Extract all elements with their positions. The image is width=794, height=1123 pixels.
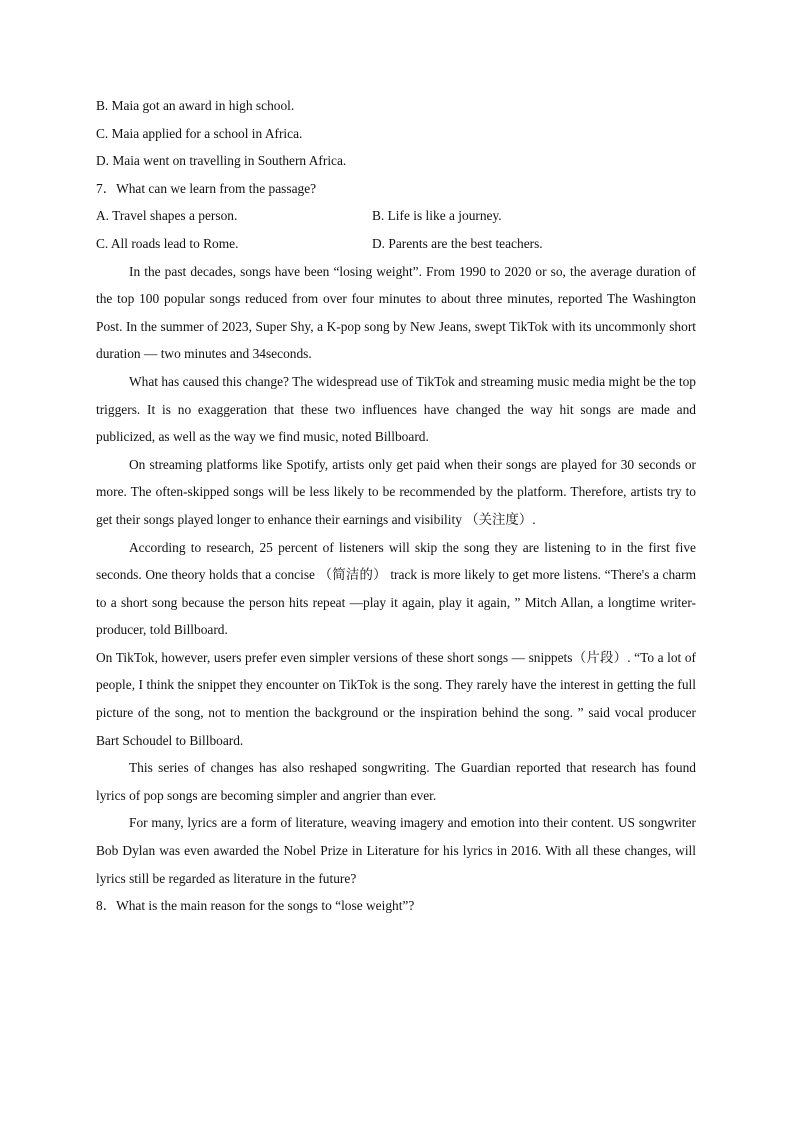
passage-paragraph-4: According to research, 25 percent of listeners will skip the song they are listening to in the first five seconds. One theory holds that a concise （简洁的） track is more likely to get more listens. “There's a charm to a short song because the person hits repeat —play it again, play it again, ” Mitch Allan, a longtime writer-producer, told Billboard. [96, 539, 696, 638]
q6-option-b: B. Maia got an award in high school. [96, 98, 295, 113]
passage-paragraph-3: On streaming platforms like Spotify, artists only get paid when their songs are played for 30 seconds or more. The often-skipped songs will be less likely to be recommended by the platform. Therefore, artists try to get their songs played longer to enhance their earnings and visibility （关注度）. [96, 456, 696, 527]
passage-paragraph-6: This series of changes has also reshaped songwriting. The Guardian reported that research has found lyrics of pop songs are becoming simpler and angrier than ever. [96, 760, 696, 803]
q7-options-row-2 [96, 230, 696, 258]
q6-option-d: D. Maia went on travelling in Southern Africa. [96, 153, 347, 169]
passage-paragraph-7: For many, lyrics are a form of literature, weaving imagery and emotion into their content. US songwriter Bob Dylan was even awarded the Nobel Prize in Literature for his lyrics in 2016. With all these changes, will lyrics still be regarded as literature in the future? [96, 815, 696, 886]
q8-question: 8．What is the main reason for the songs to “lose weight”? [96, 898, 415, 914]
q7-options-row-1 [96, 202, 696, 230]
exam-page [96, 92, 696, 920]
q7-option-a: A. Travel shapes a person. [96, 208, 238, 224]
passage-paragraph-1: In the past decades, songs have been “losing weight”. From 1990 to 2020 or so, the average duration of the top 100 popular songs reduced from over four minutes to about three minutes, reported The Washington Post. In the summer of 2023, Super Shy, a K-pop song by New Jeans, swept TikTok with its uncommonly short duration — two minutes and 34seconds. [96, 263, 696, 362]
passage-paragraph-5: On TikTok, however, users prefer even simpler versions of these short songs — snippets（片段）. “To a lot of people, I think the snippet they encounter on TikTok is the song. They rarely have the interest in getting the full picture of the song, not to mention the background or the inspiration behind the song. ” said vocal producer Bart Schoudel to Billboard. [96, 649, 696, 748]
q7-option-d: D. Parents are the best teachers. [372, 235, 543, 251]
q7-question: 7．What can we learn from the passage? [96, 180, 317, 196]
q7-option-c: C. All roads lead to Rome. [96, 235, 239, 251]
passage-paragraph-2: What has caused this change? The widespread use of TikTok and streaming music media might be the top triggers. It is no exaggeration that these two influences have changed the way hit songs are made and publicized, as well as the way we find music, noted Billboard. [96, 373, 696, 445]
q6-option-c: C. Maia applied for a school in Africa. [96, 125, 303, 141]
q7-option-b: B. Life is like a journey. [372, 208, 502, 224]
